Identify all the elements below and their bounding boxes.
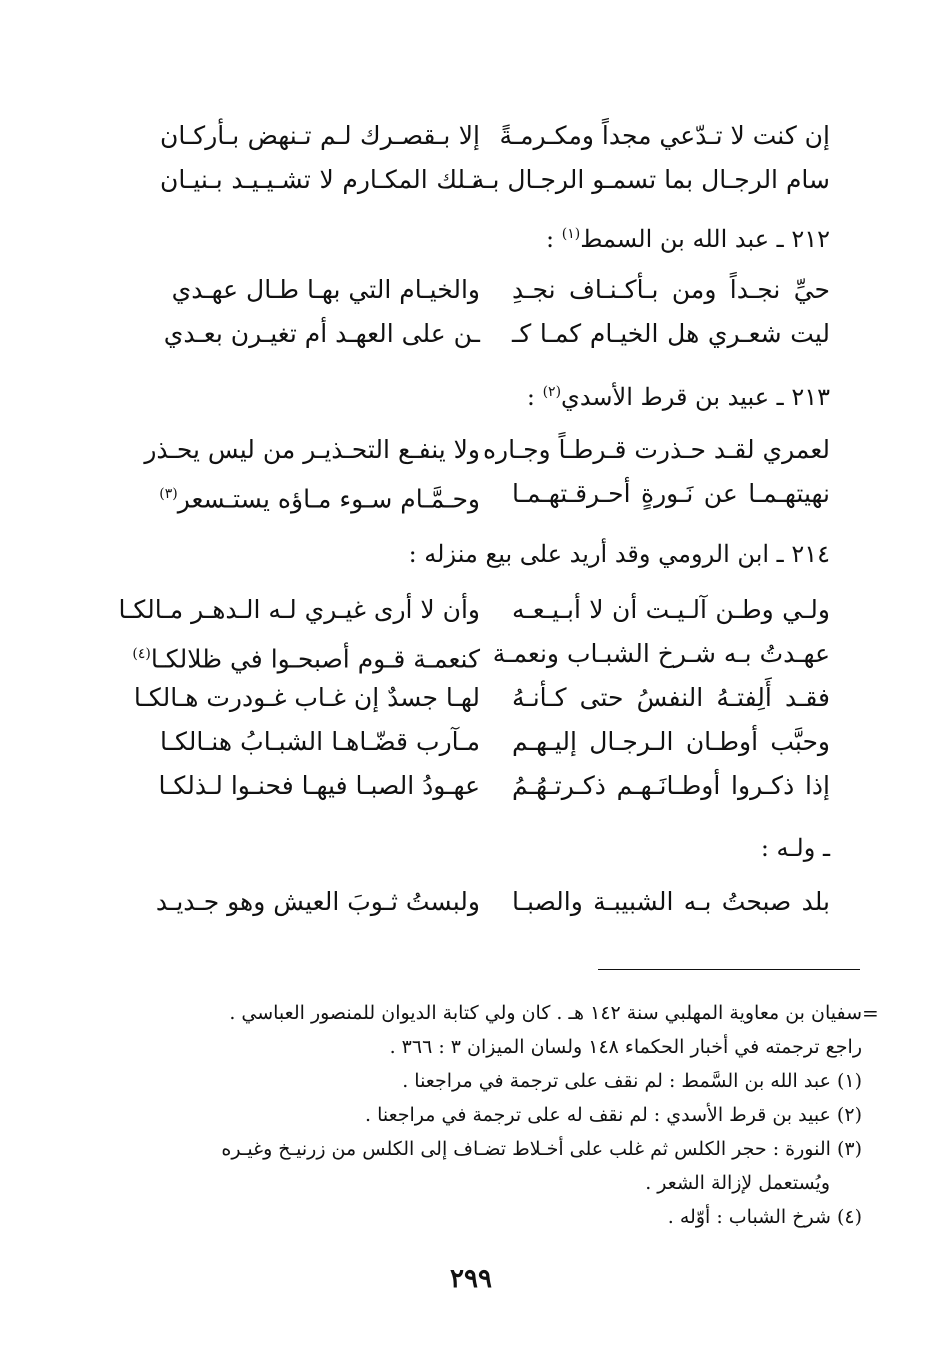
verse-second-hemistich: [132, 632, 480, 676]
footnote-3: (٣) النورة : حجر الكلس ثم غلب على أخـلاط تضـاف إلى الكلس من زرنيـخ وغيـره: [221, 1138, 862, 1160]
verse-first-hemistich: بلد صبحتُ بـه الشبيبـة والصبـا: [512, 887, 830, 916]
verse-first-hemistich: نهيتهـمـا عن نَـورةٍ أحـرقـتهـمـا: [512, 479, 830, 508]
entry-heading-colon: :: [526, 383, 543, 411]
verse-line: [0, 312, 942, 356]
entry-heading-text: ٢١٣ ـ عبيد بن قرط الأسدي: [561, 383, 830, 411]
footnote-1: (١) عبد الله بن السَّمط : لم نقف على ترجمة في مراجعنا .: [402, 1070, 862, 1092]
verse-first-hemistich: ليت شعـري هل الخيـام كمـا كـ: [512, 319, 830, 348]
verse-second-hemistich: ولبستُ ثـوبَ العيش وهو جـديـد: [155, 887, 480, 916]
footnote-2: (٢) عبيد بن قرط الأسدي : لم نقف له على ترجمة في مراجعنا .: [365, 1104, 862, 1126]
verse-first-hemistich: إن كنت لا تـدّعي مجداً ومكـرمـةً: [499, 121, 830, 150]
verse-first-hemistich: لعمري لقـد حـذرت قـرطـاً وجـاره: [482, 435, 830, 464]
footnote-ref-1: (١): [561, 226, 581, 242]
verse-second-hemistich: [160, 472, 480, 516]
verse-second-hemistich: عهـودُ الصبـا فيهـا فحنـوا لـذلكـا: [158, 771, 480, 800]
verse-first-hemistich: عهـدتُ بـه شـرخ الشبـاب ونعمـة: [492, 639, 830, 668]
verse-second-hemistich: إلا بـقصـرك لـم تـنهض بـأركـان: [160, 121, 480, 150]
entry-heading-213: [527, 370, 830, 414]
verse-first-hemistich: فقـد أَلِفتـهُ النفسُ حتى كـأنـهُ: [512, 683, 830, 712]
verse-line: [0, 880, 942, 924]
verse-line: [0, 268, 942, 312]
verse-line: [0, 720, 942, 764]
footnote-ref-3: (٣): [159, 486, 178, 502]
verse-second-hemistich: والخيـام التي بهـا طـال عهـدي: [171, 275, 480, 304]
footnote-continuation: سفيان بن معاوية المهلبي سنة ١٤٢ هـ . كان ولي كتابة الديوان للمنصور العباسي .: [229, 1002, 862, 1024]
verse-first-hemistich: حيِّ نجـداً ومن بـأكـنـاف نجـدِ: [512, 275, 830, 304]
footnote-separator: [598, 969, 860, 970]
verse-line: [0, 676, 942, 720]
footnote-ref-2: (٢): [542, 384, 562, 400]
footnote-4: (٤) شرخ الشباب : أوّله .: [667, 1206, 862, 1228]
verse-first-hemistich: سام الرجـال بما تسمـو الرجـال بـه: [471, 165, 830, 194]
footnote-ref-4: (٤): [132, 646, 151, 662]
verse-second-hemistich: مـآرب قضّـاهـا الشبـابُ هنـالكـا: [160, 727, 480, 756]
entry-heading-214: ٢١٤ ـ ابن الرومي وقد أريد على بيع منزله :: [408, 540, 830, 568]
verse-second-hemistich: ـن على العهـد أم تغيـرن بعـدي: [163, 319, 480, 348]
verse-first-hemistich: إذا ذكـروا أوطـانَـهـم ذكـرتـهُـمُ: [512, 771, 830, 800]
footnote-continuation: راجع ترجمته في أخبار الحكماء ١٤٨ ولسان الميزان ٣ : ٣٦٦ .: [389, 1036, 862, 1058]
verse-line: [0, 428, 942, 472]
continuation-mark: =: [862, 1001, 879, 1025]
entry-heading-212: [546, 212, 830, 256]
entry-heading-lahu: ـ ولـه :: [760, 834, 830, 862]
footnote-3-continued: ويُستعمل لإزالة الشعر .: [645, 1172, 830, 1194]
page-number: ٢٩٩: [450, 1264, 492, 1294]
verse-line: [0, 114, 942, 158]
verse-line: [0, 588, 942, 632]
verse-second-hemistich: لهـا جسدٌ إن غـاب غـودرت هـالكـا: [133, 683, 480, 712]
entry-heading-colon: :: [546, 225, 562, 253]
verse-second-hemistich: ولا ينفـع التحـذيـر من ليس يحـذر: [144, 435, 480, 464]
verse-second-hemistich: وأن لا أرى غيـري لـه الـدهـر مـالكـا: [118, 595, 480, 624]
verse-line: [0, 472, 942, 516]
verse-text: وحـمَّـام سـوء مـاؤه يستـسعر: [177, 484, 480, 514]
verse-first-hemistich: ولـي وطـن آلـيـت أن لا أبـيـعـه: [512, 595, 830, 624]
verse-line: [0, 158, 942, 202]
verse-second-hemistich: تـلك المكـارم لا تشـيـيـد بـنيـان: [160, 165, 480, 194]
verse-first-hemistich: وحبَّب أوطـان الـرجـال إليـهـم: [512, 727, 830, 756]
verse-text: كنعمـة قـوم أصبحـوا في ظلالكـا: [150, 644, 480, 674]
entry-heading-text: ٢١٢ ـ عبد الله بن السمط: [580, 225, 830, 253]
verse-line: [0, 632, 942, 676]
verse-line: [0, 764, 942, 808]
